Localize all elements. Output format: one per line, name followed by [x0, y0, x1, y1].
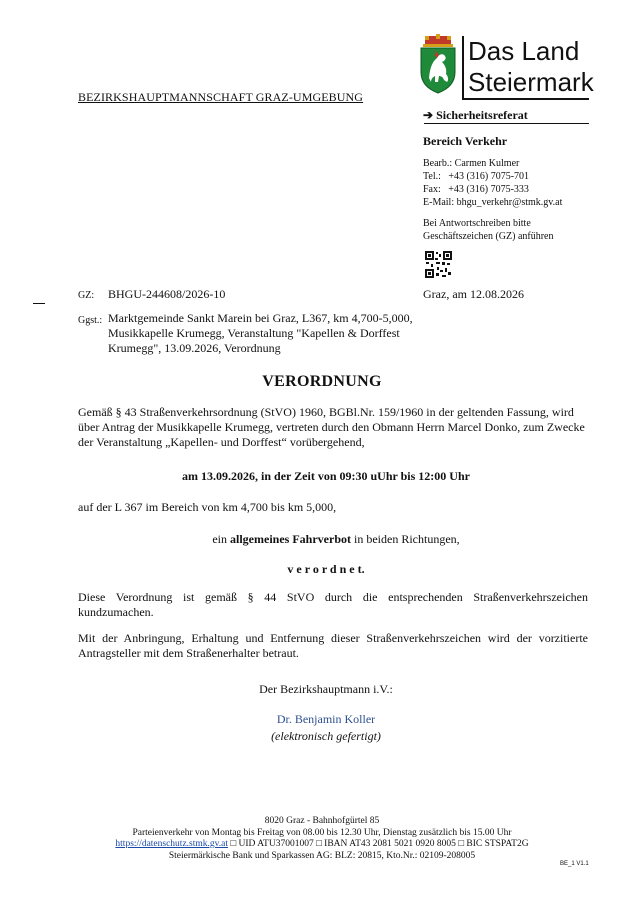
logo-underline: [462, 98, 589, 100]
paragraph-publication-line-1: Diese Verordnung ist gemäß § 44 StVO durch die entsprechenden Straßenverkehrszeichen: [78, 590, 588, 604]
event-date-time: am 13.09.2026, in der Zeit von 09:30 uUhr bis 12:00 Uhr: [182, 469, 470, 483]
fold-mark: [33, 303, 45, 304]
qr-code-icon: [425, 251, 452, 278]
bank-identifiers: □ UID ATU37001007 □ IBAN AT43 2081 5021 0920 8005 □ BIC STSPAT2G: [228, 839, 529, 849]
coat-of-arms-icon: [417, 34, 459, 94]
document-title: VERORDNUNG: [262, 373, 382, 390]
footer-bank: Steiermärkische Bank und Sparkassen AG: BLZ: 20815, Kto.Nr.: 02109-208005: [168, 850, 476, 861]
department-heading: [423, 108, 528, 123]
paragraph-responsibility: [78, 631, 588, 661]
subject-line-2: Musikkapelle Krumegg, Veranstaltung "Kapellen & Dorffest: [108, 326, 400, 340]
ban-prefix: ein: [212, 532, 231, 546]
subject-label: Ggst.:: [78, 315, 103, 326]
signature-note: (elektronisch gefertigt): [271, 729, 381, 743]
footer: [0, 816, 644, 862]
contact-block: [423, 157, 562, 209]
email-address[interactable]: E-Mail: bhgu_verkehr@stmk.gv.at: [423, 197, 563, 208]
logo-line-2: Steiermark: [468, 67, 594, 97]
intro-line-1: Gemäß § 43 Straßenverkehrsordnung (StVO) 1960, BGBl.Nr. 159/1960 in der geltenden Fassung, wird: [78, 405, 574, 419]
ban-suffix: in beiden Richtungen,: [351, 532, 460, 546]
subject-text: [108, 311, 428, 356]
version-label: BE_1 V1.1: [560, 861, 589, 867]
authority-name: BEZIRKSHAUPTMANNSCHAFT GRAZ-UMGEBUNG: [78, 90, 364, 104]
reply-note: [423, 217, 554, 243]
subject-line-1: Marktgemeinde Sankt Marein bei Graz, L367, km 4,700-5,000,: [108, 311, 413, 325]
area-name: Bereich Verkehr: [423, 134, 508, 148]
reply-note-line-1: Bei Antwortschreiben bitte: [423, 218, 531, 229]
logo-wordmark: [462, 36, 594, 98]
paragraph-publication-line-2: kundzumachen.: [78, 605, 154, 619]
clerk-name: Bearb.: Carmen Kulmer: [423, 158, 520, 169]
intro-line-2: über Antrag der Musikkapelle Krumegg, vertreten durch den Obmann Herrn Marcel Donko, zum Zwecke: [78, 420, 585, 434]
phone-number: Tel.: +43 (316) 7075-701: [423, 171, 530, 182]
subject-line-3: Krumegg", 13.09.2026, Verordnung: [108, 341, 281, 355]
arrow-right-icon: ➔: [423, 108, 434, 122]
intro-line-3: der Veranstaltung „Kapellen- und Dorffest“ vorübergehend,: [78, 435, 365, 449]
paragraph-responsibility-line-2: Antragsteller mit dem Straßenerhalter betraut.: [78, 646, 299, 660]
fax-number: Fax: +43 (316) 7075-333: [423, 184, 529, 195]
footer-hours: Parteienverkehr von Montag bis Freitag von 08.00 bis 12.30 Uhr, Dienstag zusätzlich bis 15.00 Uhr: [132, 827, 512, 838]
sidebar-rule: [424, 123, 589, 124]
paragraph-responsibility-line-1: Mit der Anbringung, Erhaltung und Entfernung dieser Straßenverkehrszeichen wird der vorzitierte: [78, 631, 588, 645]
location-text: auf der L 367 im Bereich von km 4,700 bis km 5,000,: [78, 500, 337, 514]
privacy-link[interactable]: https://datenschutz.stmk.gv.at: [115, 839, 228, 849]
signature-name: Dr. Benjamin Koller: [276, 712, 376, 726]
place-date: Graz, am 12.08.2026: [423, 287, 524, 301]
decree-word: v e r o r d n e t.: [287, 562, 365, 576]
paragraph-publication: [78, 590, 588, 620]
ban-statement: [0, 532, 644, 547]
footer-bank-ids: [0, 839, 644, 851]
gz-value: BHGU-244608/2026-10: [108, 287, 226, 301]
ban-type: allgemeines Fahrverbot: [230, 532, 351, 546]
department-name: Sicherheitsreferat: [436, 108, 528, 122]
signature-role: Der Bezirkshauptmann i.V.:: [259, 682, 393, 696]
footer-address: 8020 Graz - Bahnhofgürtel 85: [264, 816, 380, 826]
reply-note-line-2: Geschäftszeichen (GZ) anführen: [423, 231, 554, 242]
logo-line-1: Das Land: [468, 36, 580, 66]
gz-label: GZ:: [78, 290, 95, 301]
intro-paragraph: [78, 405, 590, 450]
